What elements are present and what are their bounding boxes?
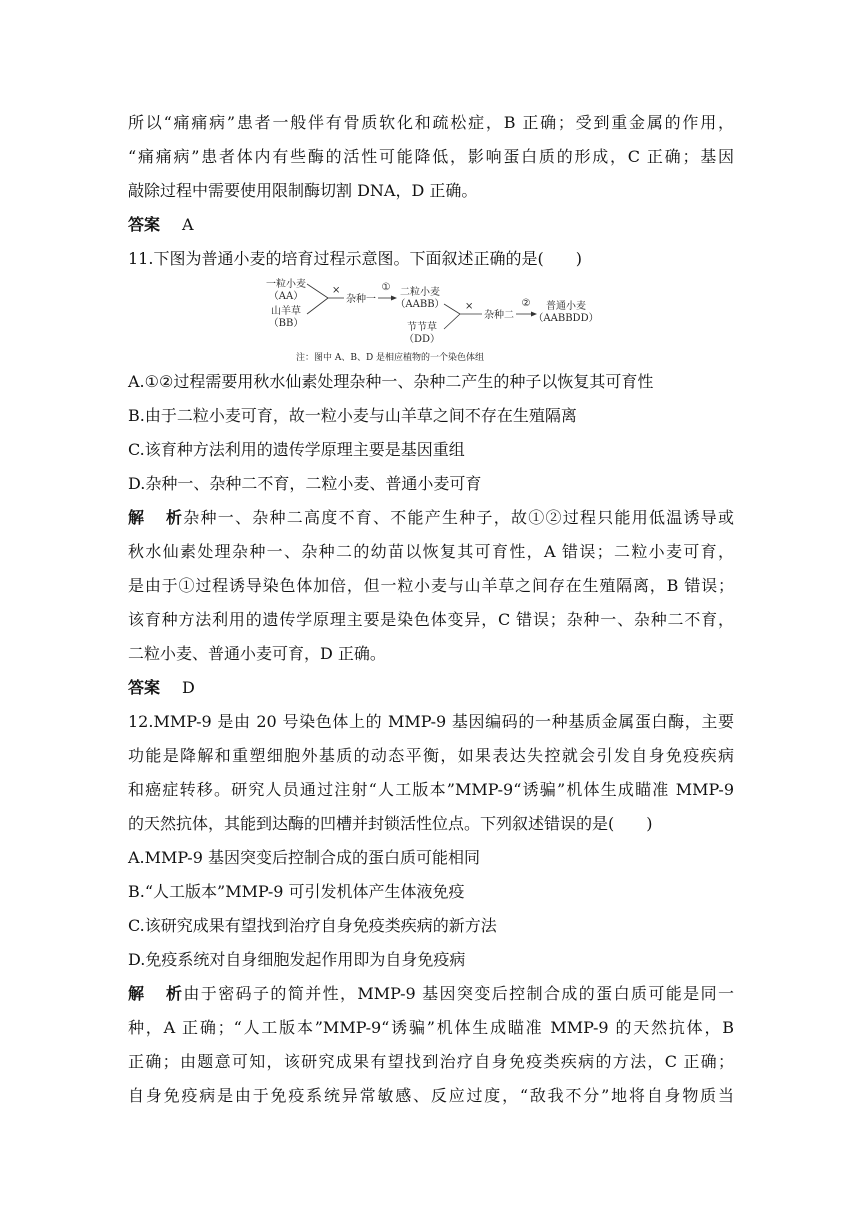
answer-line	[128, 678, 734, 698]
tetraploid-genome: （AABB）	[395, 299, 445, 310]
analysis-line	[128, 508, 734, 528]
analysis-line: 自身免疫病是由于免疫系统异常敏感、反应过度，“敌我不分”地将自身物质当	[128, 1086, 734, 1105]
analysis-line: 是由于①过程诱导染色体加倍，但一粒小麦与山羊草之间存在生殖隔离，B 错误；	[128, 576, 734, 595]
analysis-line: 二粒小麦、普通小麦可育，D 正确。	[128, 644, 386, 663]
option-c: C.该育种方法利用的遗传学原理主要是基因重组	[128, 440, 465, 459]
analysis-line: 该育种方法利用的遗传学原理主要是染色体变异，C 错误；杂种一、杂种二不育，	[128, 610, 734, 629]
cross-symbol: ×	[332, 285, 341, 296]
question-stem: 11.下图为普通小麦的培育过程示意图。下面叙述正确的是( )	[128, 249, 582, 268]
answer-line	[128, 215, 734, 235]
parent1-genome: （AA）	[268, 291, 304, 302]
analysis-text: 杂种一、杂种二高度不育、不能产生种子，故①②过程只能用低温诱导或	[182, 508, 734, 527]
parent2-name: 山羊草	[271, 306, 301, 317]
breeding-diagram	[264, 274, 604, 364]
cross-line	[307, 284, 328, 298]
analysis-label: 解析	[128, 984, 182, 1003]
diagram-note: 注：图中 A、B、D 是相应植物的一个染色体组	[295, 353, 485, 363]
option-a: A.①②过程需要用秋水仙素处理杂种一、杂种二产生的种子以恢复其可育性	[128, 372, 654, 391]
cross-line	[444, 314, 460, 329]
question-stem: 的天然抗体，其能到达酶的凹槽并封锁活性位点。下列叙述错误的是( )	[128, 814, 653, 833]
parent2-genome: （BB）	[268, 318, 304, 329]
option-a: A.MMP-9 基因突变后控制合成的蛋白质可能相同	[128, 848, 480, 867]
text-line: “痛痛病”患者体内有些酶的活性可能降低，影响蛋白质的形成，C 正确；基因	[128, 147, 734, 166]
analysis-line	[128, 984, 734, 1004]
analysis-text: 由于密码子的简并性，MMP-9 基因突变后控制合成的蛋白质可能是同一	[182, 984, 734, 1003]
cross-symbol: ×	[465, 301, 474, 312]
answer-value: A	[182, 215, 194, 234]
text-line: 敲除过程中需要使用限制酶切割 DNA，D 正确。	[128, 181, 478, 200]
analysis-line: 秋水仙素处理杂种一、杂种二的幼苗以恢复其可育性，A 错误；二粒小麦可育，	[128, 542, 734, 561]
question-stem: 功能是降解和重塑细胞外基质的动态平衡，如果表达失控就会引发自身免疫疾病	[128, 746, 734, 765]
analysis-label: 解析	[128, 508, 182, 527]
question-stem: 和癌症转移。研究人员通过注射“人工版本”MMP-9“诱骗”机体生成瞄准 MMP-9	[128, 780, 734, 799]
step1-marker: ①	[381, 282, 391, 293]
analysis-line: 正确；由题意可知，该研究成果有望找到治疗自身免疫类疾病的方法，C 正确；	[128, 1052, 734, 1071]
hybrid1-label: 杂种一	[346, 294, 376, 305]
tetraploid-name: 二粒小麦	[400, 287, 440, 298]
option-d: D.杂种一、杂种二不育，二粒小麦、普通小麦可育	[128, 474, 482, 493]
option-d: D.免疫系统对自身细胞发起作用即为自身免疫病	[128, 950, 466, 969]
question-stem: 12.MMP-9 是由 20 号染色体上的 MMP-9 基因编码的一种基质金属蛋白酶，主要	[128, 712, 734, 731]
cross-line	[307, 298, 328, 314]
analysis-line: 种，A 正确；“人工版本”MMP-9“诱骗”机体生成瞄准 MMP-9 的天然抗体，B	[128, 1018, 734, 1037]
answer-label: 答案	[128, 678, 161, 697]
parent1-name: 一粒小麦	[266, 279, 306, 290]
final-name: 普通小麦	[546, 301, 586, 312]
step2-marker: ②	[521, 298, 531, 309]
parent3-name: 节节草	[407, 322, 437, 333]
option-b: B.由于二粒小麦可育，故一粒小麦与山羊草之间不存在生殖隔离	[128, 406, 577, 425]
answer-value: D	[182, 678, 195, 697]
hybrid2-label: 杂种二	[484, 310, 514, 321]
parent3-genome: （DD）	[403, 334, 441, 345]
answer-label: 答案	[128, 215, 161, 234]
option-b: B.“人工版本”MMP-9 可引发机体产生体液免疫	[128, 882, 465, 901]
cross-line	[444, 304, 460, 314]
text-line: 所以“痛痛病”患者一般伴有骨质软化和疏松症，B 正确；受到重金属的作用，	[128, 113, 734, 132]
option-c: C.该研究成果有望找到治疗自身免疫类疾病的新方法	[128, 916, 497, 935]
final-genome: （AABBDD）	[533, 313, 599, 324]
